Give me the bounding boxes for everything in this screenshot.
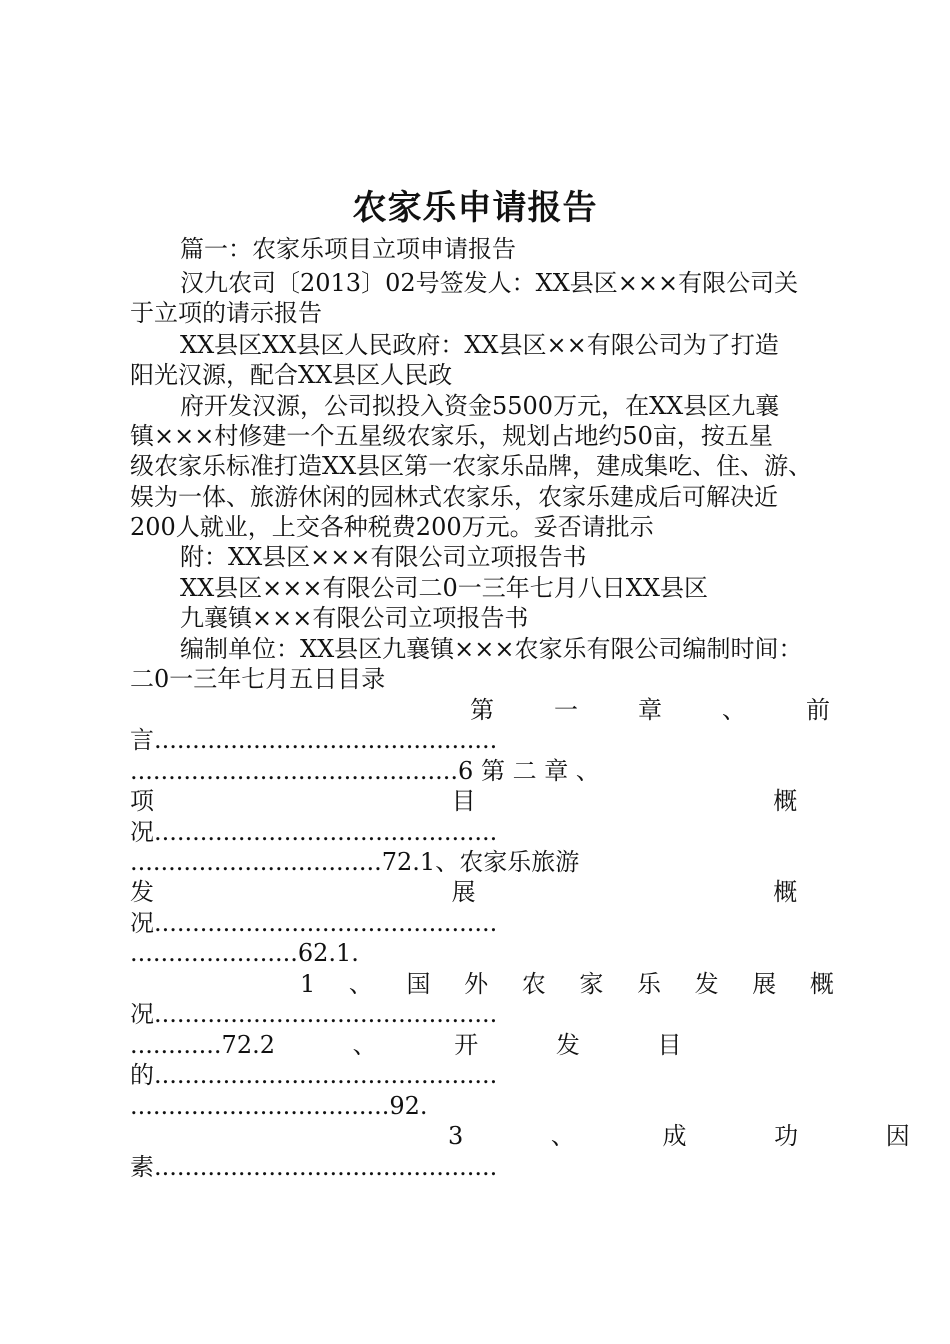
toc-line: 3 、 成 功 因: [448, 1122, 910, 1150]
toc-line: 言.............................................: [130, 726, 498, 754]
toc-line: 素.............................................: [130, 1153, 498, 1181]
body-line: 汉九农司〔2013〕02号签发人：XX县区×××有限公司关: [180, 269, 799, 297]
body-line: 娱为一体、旅游休闲的园林式农家乐，农家乐建成后可解决近: [130, 483, 778, 511]
toc-line: 1 、 国 外 农 家 乐 发 展 概: [300, 970, 834, 998]
toc-line: 项 目 概: [130, 787, 798, 815]
body-line: 二0一三年七月五日目录: [130, 665, 386, 693]
toc-line: 发 展 概: [130, 878, 798, 906]
body-line: 阳光汉源，配合XX县区人民政: [130, 361, 453, 389]
toc-line: ............72.2 、 开 发 目: [130, 1031, 682, 1059]
body-line: 200人就业，上交各种税费200万元。妥否请批示: [130, 513, 654, 541]
toc-line: .................................72.1、农家乐旅游: [130, 848, 580, 876]
toc-line: 第 一 章 、 前: [470, 696, 830, 724]
body-line: 编制单位：XX县区九襄镇×××农家乐有限公司编制时间：: [180, 635, 803, 663]
body-line: 府开发汉源，公司拟投入资金5500万元，在XX县区九襄: [180, 392, 780, 420]
toc-line: 的.............................................: [130, 1061, 498, 1089]
toc-line: ...........................................6 第 二 章 、: [130, 757, 600, 785]
body-line: 级农家乐标准打造XX县区第一农家乐品牌，建成集吃、住、游、: [130, 452, 813, 480]
body-line: 篇一：农家乐项目立项申请报告: [180, 235, 516, 263]
body-line: XX县区XX县区人民政府：XX县区××有限公司为了打造: [180, 331, 779, 359]
toc-line: 况.............................................: [130, 909, 498, 937]
body-line: XX县区×××有限公司二0一三年七月八日XX县区: [180, 574, 708, 602]
document-title: 农家乐申请报告: [352, 188, 598, 228]
body-line: 附：XX县区×××有限公司立项报告书: [180, 543, 587, 571]
toc-line: ..................................92.: [130, 1092, 428, 1120]
toc-line: ......................62.1.: [130, 939, 359, 967]
toc-line: 况.............................................: [130, 1000, 498, 1028]
body-line: 于立项的请示报告: [130, 299, 322, 327]
body-line: 镇×××村修建一个五星级农家乐，规划占地约50亩，按五星: [130, 422, 773, 450]
body-line: 九襄镇×××有限公司立项报告书: [180, 604, 529, 632]
toc-line: 况.............................................: [130, 818, 498, 846]
